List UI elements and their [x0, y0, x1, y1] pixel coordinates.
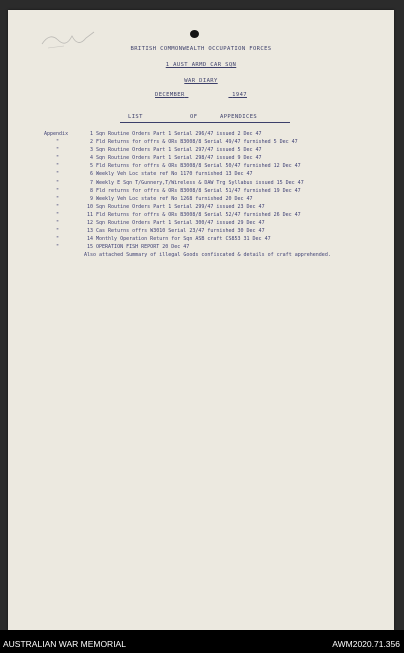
entry-number: 1 — [89, 131, 93, 137]
list-item — [44, 219, 404, 227]
document-page — [8, 10, 394, 630]
list-item — [44, 154, 404, 162]
ditto-mark: " — [56, 187, 60, 194]
diary-period — [8, 92, 394, 98]
entry-text: Cas Returns offrs W3010 Serial 23/47 furnished 30 Dec 47 — [96, 228, 265, 235]
ditto-mark: " — [56, 244, 60, 251]
entry-number: 3 — [89, 147, 93, 154]
list-heading-mid: OF — [190, 114, 198, 120]
ditto-mark: " — [56, 203, 60, 210]
ditto-mark: " — [56, 211, 60, 218]
entry-text: Sqn Routine Orders Part 1 Serial 299/47 issued 23 Dec 47 — [96, 203, 265, 210]
list-item — [44, 146, 404, 154]
entry-number: 11 — [86, 211, 93, 218]
entry-text: Weekly E Sqn T/Gunnery,T/Wireless & DAW Trg Syllabus issued 15 Dec 47 — [96, 179, 304, 186]
entry-number: 8 — [89, 187, 93, 194]
ditto-mark: " — [56, 228, 60, 235]
ditto-mark: " — [56, 163, 60, 170]
entry-text: Fld Returns for offrs & ORs B3008/8 Serial 50/47 furnished 12 Dec 47 — [96, 163, 301, 170]
document-title: WAR DIARY — [184, 78, 218, 84]
list-item — [44, 130, 404, 138]
entry-number: 6 — [89, 171, 93, 178]
unit-name: 1 AUST ARMD CAR SQN — [165, 62, 237, 68]
entry-text: Weekly Veh Loc state ref No 1170 furnished 13 Dec 47 — [96, 171, 253, 178]
list-item — [44, 187, 404, 195]
ditto-mark: " — [56, 236, 60, 243]
list-item — [44, 179, 404, 187]
ditto-mark: " — [56, 171, 60, 178]
ditto-mark: " — [56, 220, 60, 227]
punch-hole — [190, 30, 199, 38]
list-item — [44, 162, 404, 170]
ditto-mark: " — [56, 155, 60, 162]
list-heading-left: LIST — [128, 114, 143, 120]
document-header: BRITISH COMMONWEALTH OCCUPATION FORCES — [130, 46, 272, 52]
list-item — [44, 170, 404, 178]
ditto-mark: " — [56, 147, 60, 154]
entry-number: 12 — [86, 220, 93, 227]
list-item — [44, 203, 404, 211]
diary-month: DECEMBER — [155, 92, 185, 98]
attachment-note: Also attached Summary of illegal Goods confiscated & details of craft apprehended. — [84, 252, 331, 259]
list-item — [44, 211, 404, 219]
entry-number: 10 — [86, 203, 93, 210]
entry-text: Sqn Routine Orders Part 1 Serial 300/47 issued 29 Dec 47 — [96, 220, 265, 227]
entry-text: Fld Returns for offrs & ORs B3008/8 Serial 49/47 furnished 5 Dec 47 — [96, 139, 298, 146]
entry-number: 4 — [89, 155, 93, 162]
list-item — [44, 195, 404, 203]
footer-source: AUSTRALIAN WAR MEMORIAL — [3, 639, 126, 649]
appendix-label: Appendix — [44, 131, 69, 137]
entry-text: Sqn Routine Orders Part 1 Serial 298/47 issued 9 Dec 47 — [96, 155, 262, 162]
entry-number: 9 — [89, 195, 93, 202]
appendix-list — [44, 130, 404, 260]
entry-number: 5 — [89, 163, 93, 170]
list-heading — [120, 114, 290, 124]
entry-number: 15 — [86, 244, 93, 251]
list-heading-right: APPENDICES — [220, 114, 258, 120]
entry-text: Sqn Routine Orders Part 1 Serial 296/47 issued 2 Dec 47 — [96, 131, 262, 137]
entry-number: 2 — [89, 139, 93, 146]
footer-bar — [0, 630, 404, 653]
entry-text: Fld returns for offrs & ORs B3008/8 Serial 51/47 furnished 19 Dec 47 — [96, 187, 301, 194]
heading-underline — [120, 122, 290, 123]
ditto-mark: " — [56, 179, 60, 186]
footer-accession: AWM2020.71.356 — [332, 639, 400, 649]
diary-year: 1947 — [232, 92, 247, 98]
entry-number: 7 — [89, 179, 93, 186]
entry-text: Fld Returns for offrs & ORs B3008/8 Serial 52/47 furnished 26 Dec 47 — [96, 211, 301, 218]
list-item — [44, 235, 404, 243]
entry-text: Sqn Routine Orders Part 1 Serial 297/47 issued 5 Dec 47 — [96, 147, 262, 154]
list-item — [44, 243, 404, 251]
entry-number: 13 — [86, 228, 93, 235]
list-item — [44, 138, 404, 146]
list-item — [44, 227, 404, 235]
ditto-mark: " — [56, 195, 60, 202]
entry-text: OPERATION FISH REPORT 20 Dec 47 — [96, 244, 190, 251]
entry-text: Monthly Operation Return for Sqn ASB craft CS853 31 Dec 47 — [96, 236, 271, 243]
entry-text: Weekly Veh Loc state ref No 1268 furnished 20 Dec 47 — [96, 195, 253, 202]
ditto-mark: " — [56, 139, 60, 146]
entry-number: 14 — [86, 236, 93, 243]
